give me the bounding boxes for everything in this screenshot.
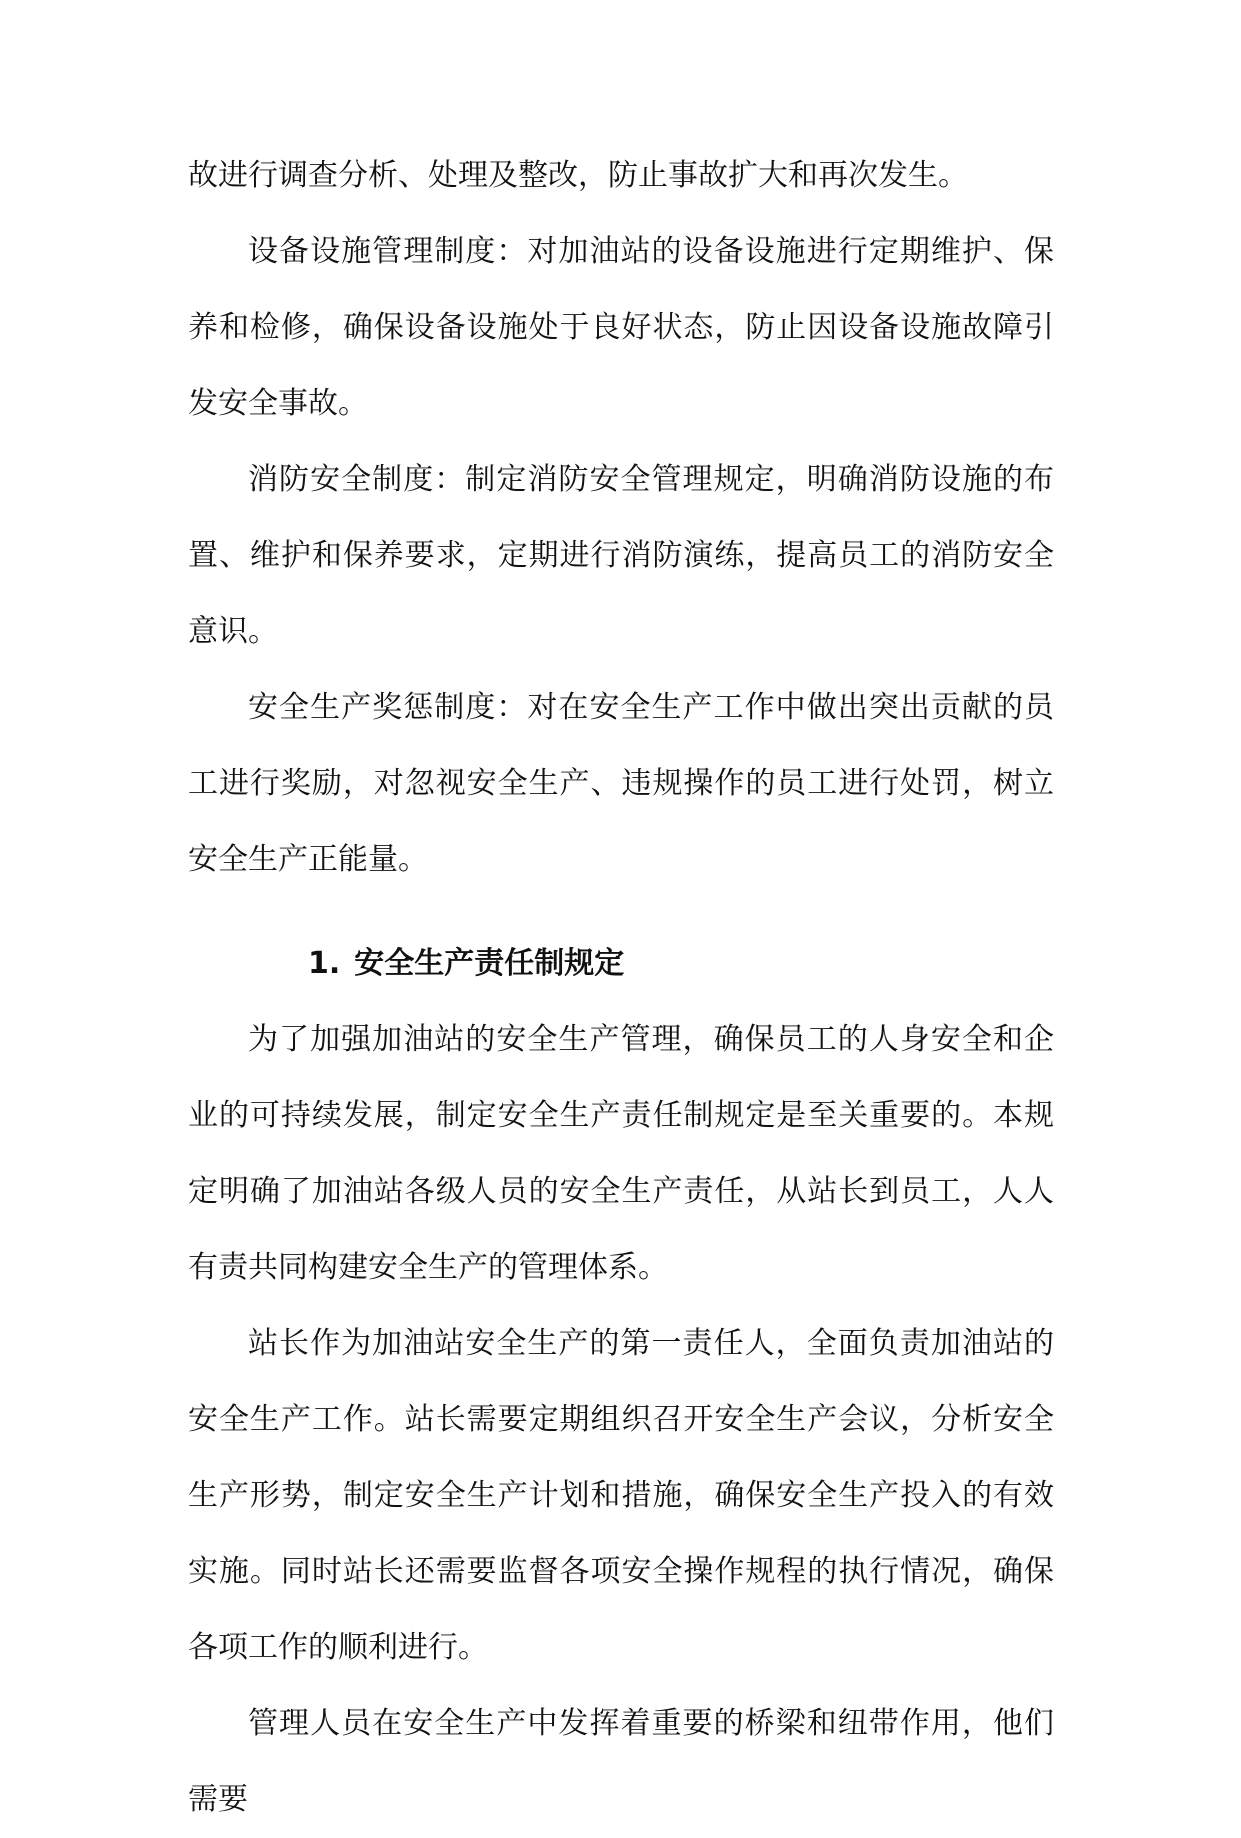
paragraph-equipment-management: 设备设施管理制度：对加油站的设备设施进行定期维护、保养和检修，确保设备设施处于良好状态，防止因设备设施故障引发安全事故。 bbox=[188, 234, 1054, 421]
section-heading bbox=[188, 926, 1054, 1002]
paragraph-station-manager: 站长作为加油站安全生产的第一责任人，全面负责加油站的安全生产工作。站长需要定期组织召开安全生产会议，分析安全生产形势，制定安全生产计划和措施，确保安全生产投入的有效实施。同时站长还需要监督各项安全操作规程的执行情况，确保各项工作的顺利进行。 bbox=[188, 1326, 1054, 1665]
paragraph-managers: 管理人员在安全生产中发挥着重要的桥梁和纽带作用，他们需要 bbox=[188, 1706, 1054, 1817]
section-number: 1. bbox=[308, 946, 341, 981]
paragraph-intro: 为了加强加油站的安全生产管理，确保员工的人身安全和企业的可持续发展，制定安全生产责任制规定是至关重要的。本规定明确了加油站各级人员的安全生产责任，从站长到员工，人人有责共同构建安全生产的管理体系。 bbox=[188, 1022, 1054, 1285]
document-body bbox=[188, 138, 1054, 1838]
paragraph-continued: 故进行调查分析、处理及整改，防止事故扩大和再次发生。 bbox=[188, 158, 968, 193]
paragraph-fire-safety: 消防安全制度：制定消防安全管理规定，明确消防设施的布置、维护和保养要求，定期进行消防演练，提高员工的消防安全意识。 bbox=[188, 462, 1054, 649]
paragraph-rewards-penalties: 安全生产奖惩制度：对在安全生产工作中做出突出贡献的员工进行奖励，对忽视安全生产、违规操作的员工进行处罚，树立安全生产正能量。 bbox=[188, 690, 1054, 877]
section-title: 安全生产责任制规定 bbox=[354, 946, 625, 981]
